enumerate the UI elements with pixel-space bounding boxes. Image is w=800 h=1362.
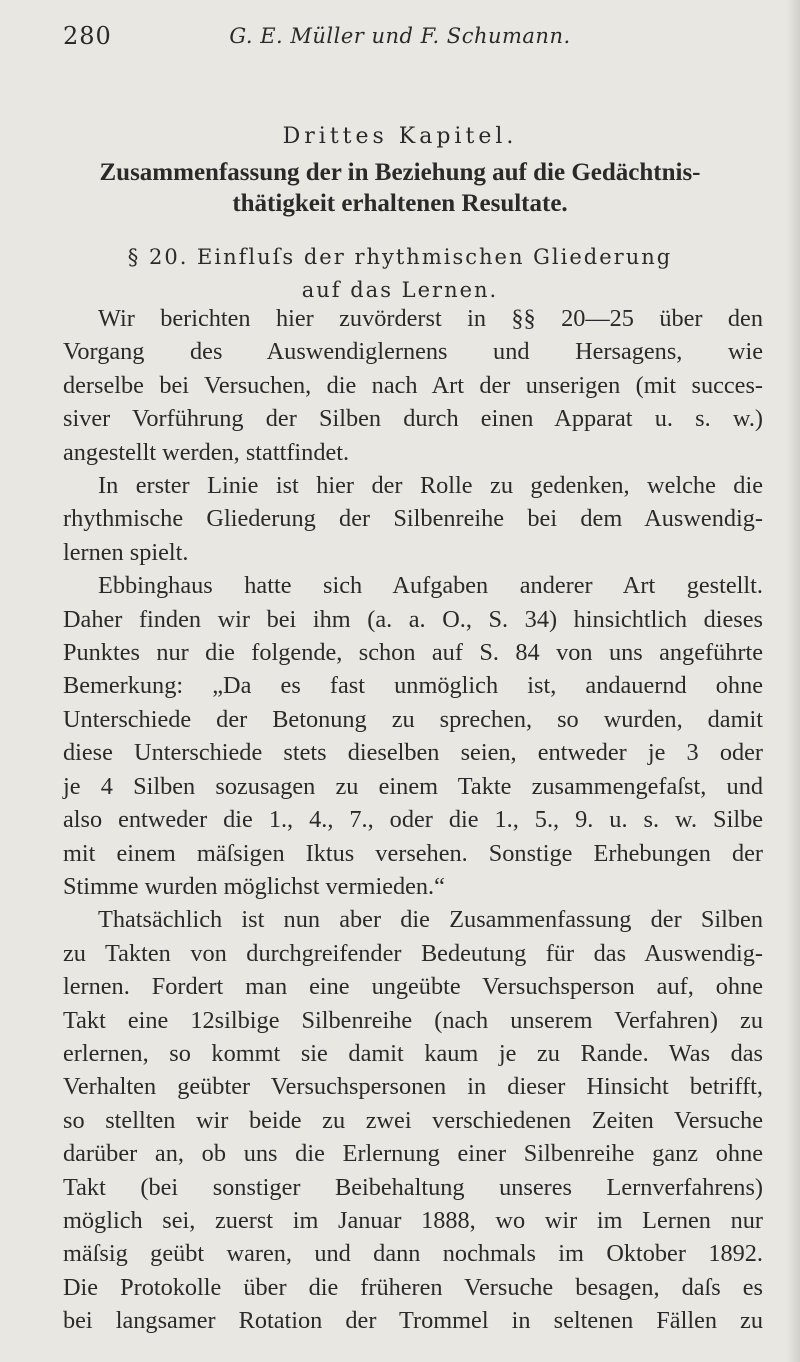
- summary-title-line: Zusammenfassung der in Beziehung auf die Gedächtnis-: [99, 159, 701, 186]
- summary-title-line: thätigkeit erhaltenen Resultate.: [232, 190, 568, 217]
- section-title-line: auf das Lernen.: [301, 278, 499, 302]
- summary-title: [80, 157, 720, 219]
- section-title-line: § 20. Einfluſs der rhythmischen Gliederung: [127, 245, 673, 269]
- body-line: Thatsächlich ist nun aber die Zusammenfassung der Silben: [98, 906, 763, 934]
- body-line: zu Takten von durchgreifender Bedeutung für das Auswendig-: [63, 939, 763, 967]
- body-line: Stimme wurden möglichst vermieden.“: [63, 872, 445, 900]
- body-line: mit einem mäſsigen Iktus versehen. Sonstige Erhebungen der: [63, 839, 763, 867]
- body-line: In erster Linie ist hier der Rolle zu gedenken, welche die: [98, 472, 763, 500]
- page-number: 280: [63, 22, 112, 50]
- body-line: Verhalten geübter Versuchspersonen in dieser Hinsicht betrifft,: [63, 1073, 763, 1101]
- body-line: möglich sei, zuerst im Januar 1888, wo wir im Lernen nur: [63, 1206, 763, 1234]
- body-line: Wir berichten hier zuvörderst in §§ 20—25 über den: [98, 305, 763, 332]
- section-title: [70, 241, 730, 307]
- body-line: derselbe bei Versuchen, die nach Art der unserigen (mit succes-: [63, 371, 763, 399]
- body-line: Punktes nur die folgende, schon auf S. 84 von uns angeführte: [63, 639, 763, 667]
- body-line: je 4 Silben sozusagen zu einem Takte zusammengefaſst, und: [63, 772, 763, 800]
- body-line: diese Unterschiede stets dieselben seien, entweder je 3 oder: [63, 739, 763, 767]
- body-line: Bemerkung: „Da es fast unmöglich ist, andauernd ohne: [63, 672, 763, 700]
- body-line: Takt eine 12silbige Silbenreihe (nach unserem Verfahren) zu: [63, 1006, 763, 1034]
- body-line: Daher finden wir bei ihm (a. a. O., S. 34) hinsichtlich dieses: [63, 605, 763, 633]
- page-header: [63, 22, 737, 56]
- page-edge-shadow: [786, 0, 800, 1362]
- body-line: Vorgang des Auswendiglernens und Hersagens, wie: [63, 338, 763, 366]
- body-line: Takt (bei sonstiger Beibehaltung unseres Lernverfahrens): [63, 1173, 763, 1201]
- body-line: lernen. Fordert man eine ungeübte Versuchsperson auf, ohne: [63, 973, 763, 1001]
- body-line: Die Protokolle über die früheren Versuche besagen, daſs es: [63, 1273, 763, 1301]
- running-head: G. E. Müller und F. Schumann.: [229, 24, 571, 48]
- body-line: Ebbinghaus hatte sich Aufgaben anderer Art gestellt.: [98, 572, 763, 600]
- body-text: [63, 302, 763, 1338]
- chapter-title: Drittes Kapitel.: [282, 124, 518, 149]
- body-line: darüber an, ob uns die Erlernung einer Silbenreihe ganz ohne: [63, 1140, 763, 1168]
- body-line: erlernen, so kommt sie damit kaum je zu Rande. Was das: [63, 1039, 763, 1067]
- body-line: lernen spielt.: [63, 538, 189, 566]
- body-line: also entweder die 1., 4., 7., oder die 1., 5., 9. u. s. w. Silbe: [63, 806, 763, 834]
- body-line: Unterschiede der Betonung zu sprechen, so wurden, damit: [63, 705, 763, 733]
- body-line: so stellten wir beide zu zwei verschiedenen Zeiten Versuche: [63, 1106, 763, 1134]
- body-line: bei langsamer Rotation der Trommel in seltenen Fällen zu: [63, 1307, 763, 1335]
- body-line: siver Vorführung der Silben durch einen Apparat u. s. w.): [63, 405, 763, 433]
- body-line: rhythmische Gliederung der Silbenreihe bei dem Auswendig-: [63, 505, 763, 533]
- body-line: mäſsig geübt waren, und dann nochmals im Oktober 1892.: [63, 1240, 763, 1268]
- body-line: angestellt werden, stattfindet.: [63, 438, 350, 466]
